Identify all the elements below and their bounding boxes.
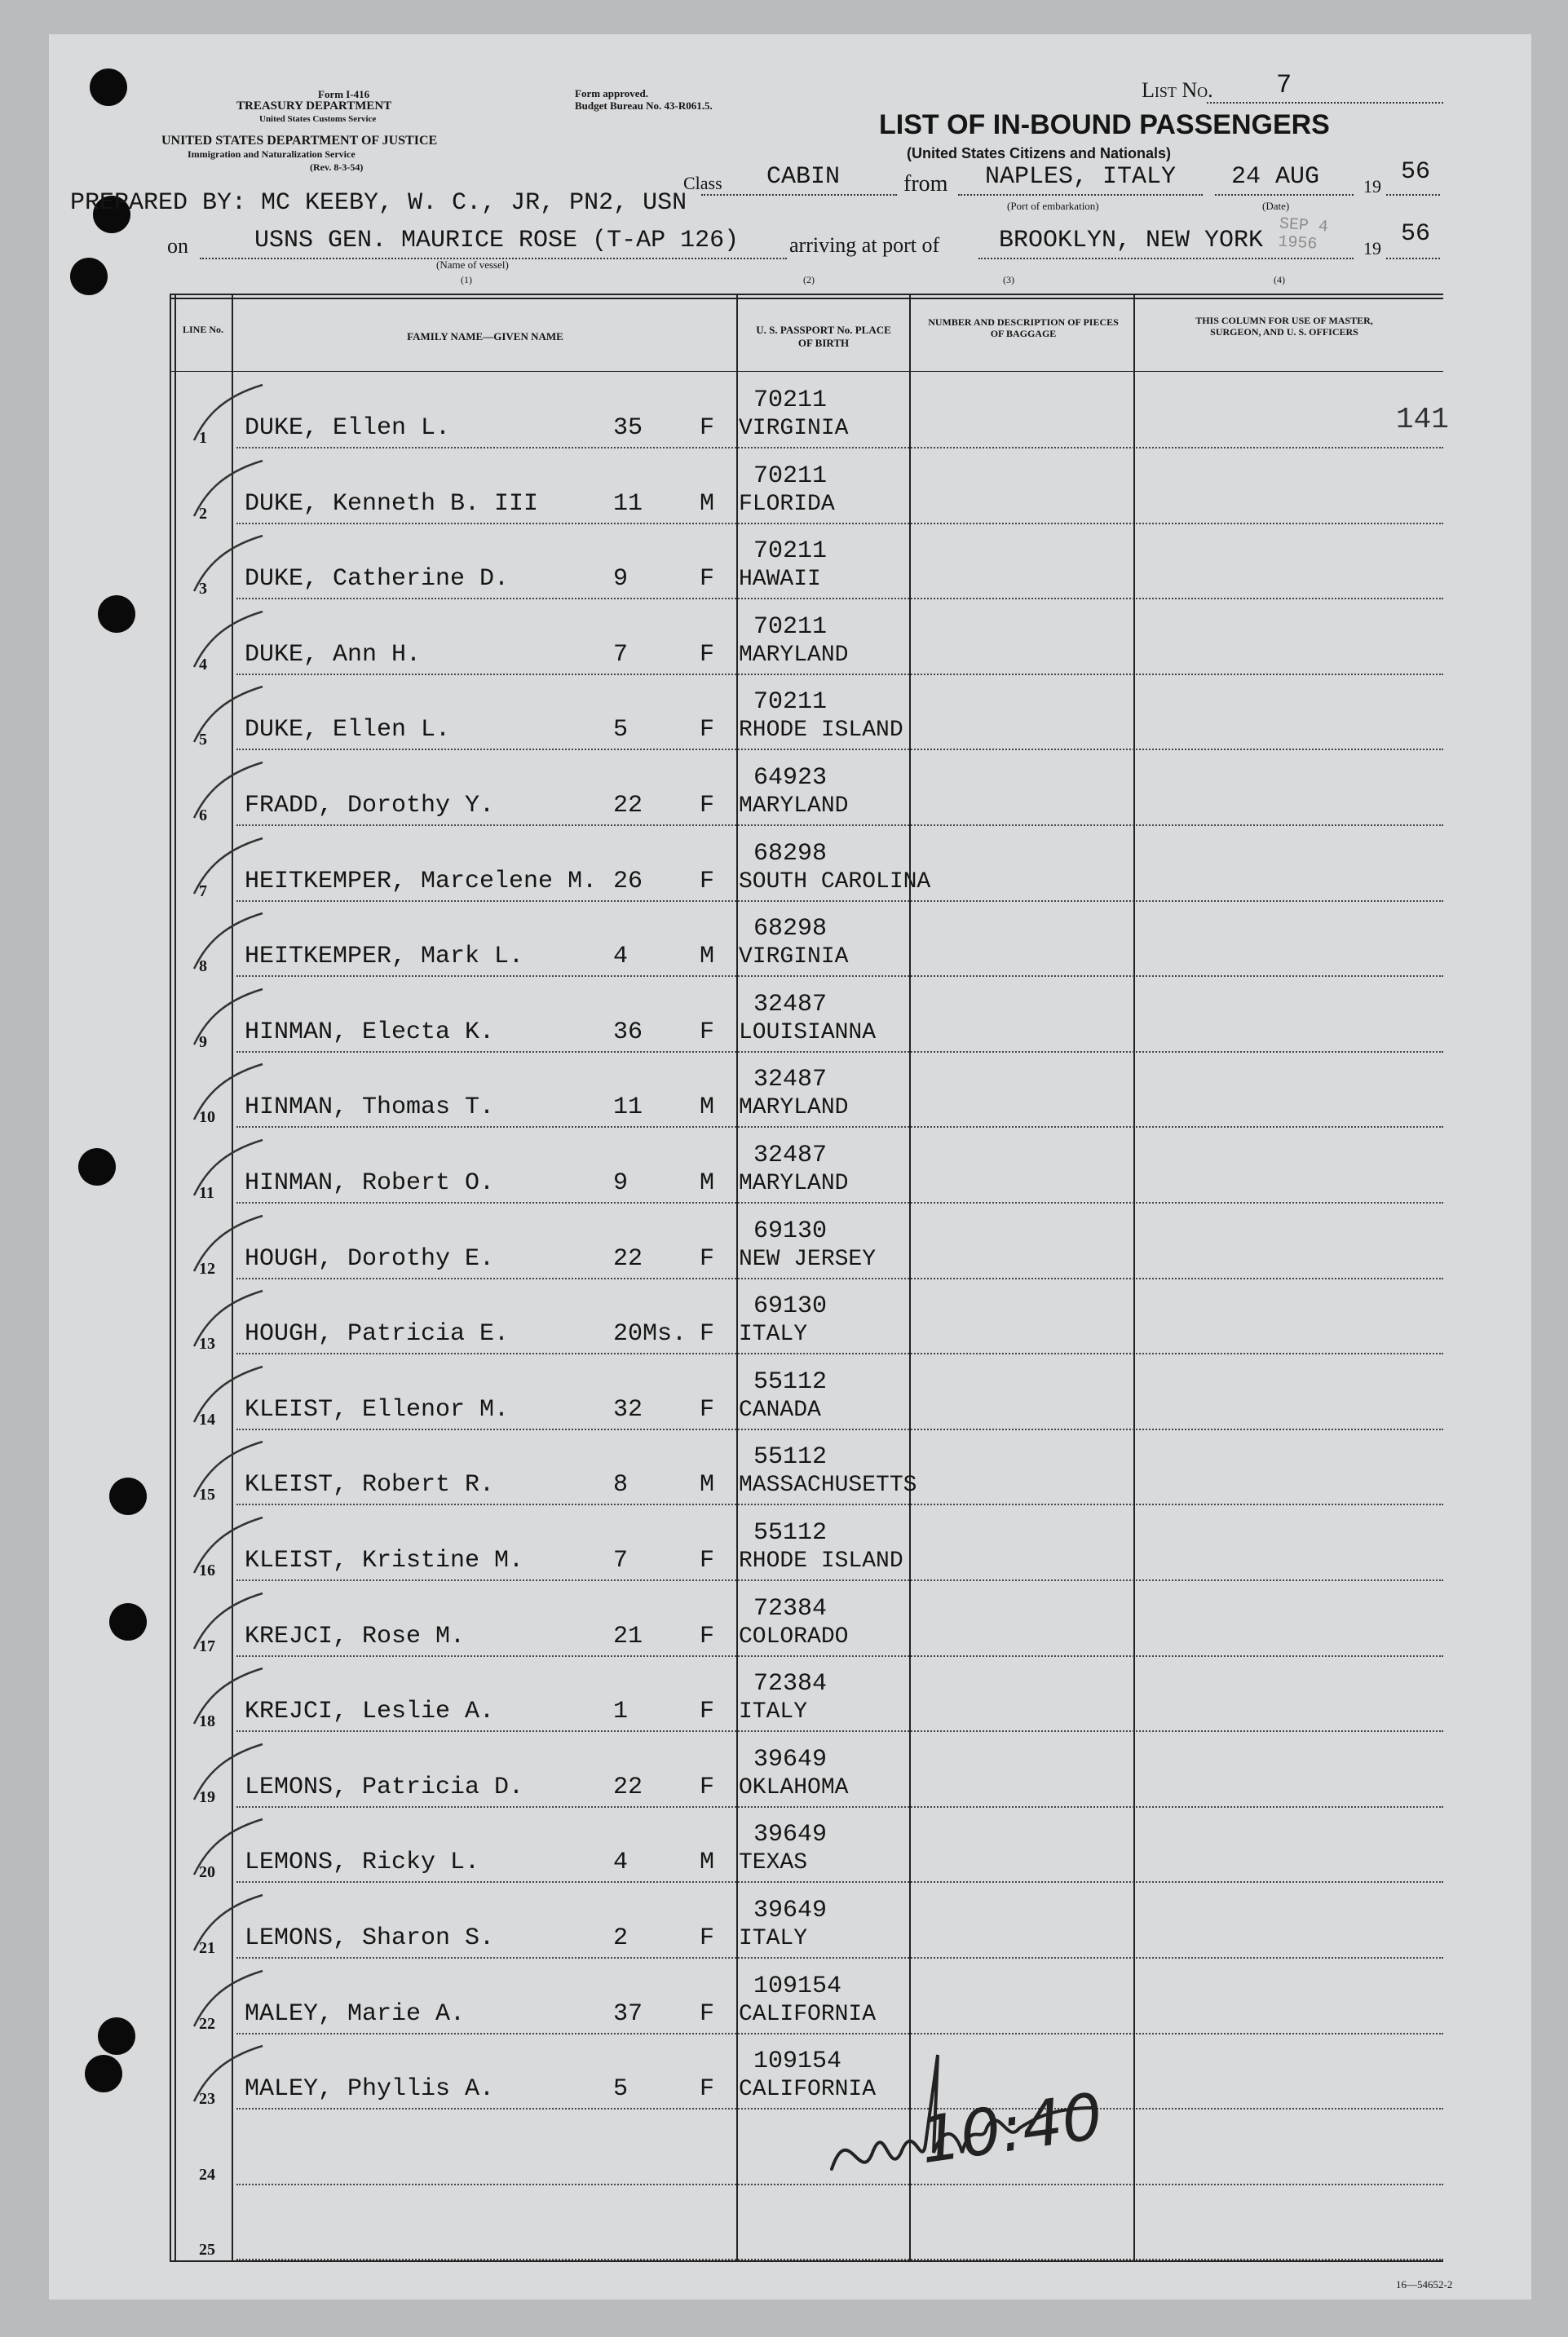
port-caption: (Port of embarkation) (1007, 200, 1099, 212)
list-no-line (1207, 102, 1443, 104)
class-line (701, 194, 897, 196)
place-of-birth: CALIFORNIA (739, 2077, 877, 2103)
passenger-sex: F (700, 565, 715, 594)
list-no-label: List No. (1142, 78, 1213, 102)
line-number: 11 (199, 1184, 214, 1202)
line-number: 2 (199, 504, 207, 523)
arrival-port: BROOKLYN, NEW YORK (999, 227, 1264, 254)
line-number: 12 (199, 1259, 215, 1278)
passenger-age: 2 (613, 1924, 629, 1952)
passenger-name: DUKE, Catherine D. (245, 565, 510, 594)
passport-number: 69130 (753, 1292, 828, 1321)
punch-hole (90, 68, 127, 106)
col-name: FAMILY NAME—GIVEN NAME (407, 330, 563, 342)
col-baggage: NUMBER AND DESCRIPTION OF PIECES OF BAGGAGE (928, 316, 1119, 339)
passenger-age: 26 (613, 867, 643, 895)
table-row (0, 602, 1568, 678)
passenger-age: 36 (613, 1018, 643, 1046)
table-row (0, 979, 1568, 1055)
table-row (0, 2187, 1568, 2263)
place-of-birth: MARYLAND (739, 642, 849, 668)
place-of-birth: VIRGINIA (739, 944, 849, 970)
budget-bureau: Budget Bureau No. 43-R061.5. (575, 99, 713, 112)
table-row (0, 2036, 1568, 2112)
doj: UNITED STATES DEPARTMENT OF JUSTICE (161, 134, 438, 148)
row-rule (236, 975, 1443, 977)
passenger-age: 35 (613, 414, 643, 442)
arriving-label: arriving at port of (789, 233, 940, 257)
passenger-name: KREJCI, Rose M. (245, 1622, 466, 1650)
form-approved: Form approved. (575, 87, 649, 99)
line-number: 16 (199, 1562, 215, 1579)
handwritten-time: 10:40 (915, 2079, 1107, 2179)
table-row (0, 451, 1568, 527)
passenger-name: HINMAN, Electa K. (245, 1018, 495, 1046)
header-bottom (170, 371, 1443, 372)
place-of-birth: MARYLAND (739, 793, 849, 819)
row-rule (236, 1579, 1443, 1581)
line-number: 14 (199, 1410, 215, 1429)
table-row (0, 1054, 1568, 1130)
row-rule (236, 674, 1443, 675)
table-row (0, 1584, 1568, 1659)
passport-number: 39649 (753, 1897, 828, 1924)
line-number: 20 (199, 1863, 215, 1882)
passenger-name: KLEIST, Robert R. (245, 1471, 495, 1500)
passenger-age: 7 (613, 640, 629, 669)
table-row (0, 1961, 1568, 2037)
passenger-name: HOUGH, Dorothy E. (245, 1244, 495, 1273)
passenger-name: MALEY, Marie A. (245, 1999, 466, 2028)
passenger-name: KREJCI, Leslie A. (245, 1698, 495, 1726)
col-marker-1: (1) (461, 274, 472, 285)
row-rule (236, 447, 1443, 448)
table-row (0, 1508, 1568, 1584)
passenger-name: LEMONS, Sharon S. (245, 1924, 495, 1952)
passenger-name: FRADD, Dorothy Y. (245, 792, 495, 819)
passenger-age: 32 (613, 1395, 643, 1424)
treasury-dept: TREASURY DEPARTMENT (236, 99, 392, 113)
passport-number: 64923 (753, 764, 828, 792)
row-rule (236, 1504, 1443, 1505)
place-of-birth: TEXAS (739, 1850, 808, 1876)
row-rule (236, 1353, 1443, 1354)
place-of-birth: ITALY (739, 1926, 808, 1951)
col-officers: THIS COLUMN FOR USE OF MASTER, SURGEON, AND U. S. OFFICERS (1195, 315, 1373, 338)
col-marker-3: (3) (1003, 274, 1014, 285)
passenger-sex: F (700, 1320, 715, 1349)
passenger-age: 8 (613, 1471, 629, 1500)
passenger-name: DUKE, Ann H. (245, 640, 422, 669)
year-line (1386, 194, 1440, 196)
row-rule (236, 1806, 1443, 1808)
line-number: 3 (199, 580, 207, 599)
table-row (0, 1809, 1568, 1885)
row-rule (236, 900, 1443, 902)
passenger-name: MALEY, Phyllis A. (245, 2075, 495, 2104)
place-of-birth: OKLAHOMA (739, 1774, 849, 1800)
passenger-sex: F (700, 640, 715, 669)
row-rule (236, 2259, 1443, 2260)
punch-hole (70, 258, 108, 295)
passenger-age: 4 (613, 943, 629, 971)
passenger-sex: F (700, 1395, 715, 1424)
date-caption: (Date) (1262, 200, 1290, 212)
row-rule (236, 1278, 1443, 1279)
line-number: 17 (199, 1637, 215, 1655)
table-row (0, 1206, 1568, 1282)
line-number: 4 (199, 655, 207, 674)
line-number: 1 (199, 429, 207, 447)
line-number: 25 (199, 2241, 215, 2260)
prepared-by: PREPARED BY: MC KEEBY, W. C., JR, PN2, USN (70, 189, 687, 217)
row-rule (236, 1957, 1443, 1959)
table-top (170, 294, 1443, 295)
row-rule (236, 1429, 1443, 1430)
table-row (0, 828, 1568, 904)
line-number: 7 (199, 881, 207, 900)
col-marker-4: (4) (1274, 274, 1285, 285)
place-of-birth: CALIFORNIA (739, 2001, 877, 2027)
passenger-sex: F (700, 1244, 715, 1273)
passport-number: 70211 (753, 612, 828, 641)
customs-service: United States Customs Service (259, 114, 377, 124)
passport-number: 32487 (753, 1142, 828, 1169)
passenger-name: HEITKEMPER, Mark L. (245, 943, 524, 971)
passenger-name: KLEIST, Ellenor M. (245, 1395, 510, 1424)
line-number: 23 (199, 2090, 215, 2109)
passenger-age: 9 (613, 1169, 629, 1197)
passenger-sex: F (700, 1547, 715, 1575)
passenger-sex: F (700, 792, 715, 819)
table-row (0, 2112, 1568, 2188)
table-row (0, 1659, 1568, 1734)
passenger-age: 4 (613, 1849, 629, 1877)
place-of-birth: RHODE ISLAND (739, 718, 903, 744)
arrival-year-line (1386, 258, 1440, 259)
row-rule (236, 749, 1443, 750)
passenger-age: 20Ms. (613, 1320, 687, 1349)
passenger-age: 11 (613, 1093, 643, 1122)
passenger-sex: M (700, 1849, 715, 1877)
table-row (0, 1130, 1568, 1206)
passenger-name: DUKE, Ellen L. (245, 414, 451, 442)
on-label: on (167, 234, 188, 258)
passenger-age: 37 (613, 1999, 643, 2028)
passenger-sex: F (700, 1018, 715, 1046)
passenger-sex: F (700, 867, 715, 895)
passenger-sex: F (700, 1698, 715, 1726)
row-rule (236, 1881, 1443, 1883)
passenger-age: 7 (613, 1547, 629, 1575)
class-label: Class (683, 173, 722, 193)
passenger-sex: F (700, 1773, 715, 1801)
passenger-age: 22 (613, 1773, 643, 1801)
passenger-age: 22 (613, 1244, 643, 1273)
passenger-name: HINMAN, Thomas T. (245, 1093, 495, 1122)
row-rule (236, 1730, 1443, 1732)
place-of-birth: CANADA (739, 1397, 821, 1423)
passenger-age: 1 (613, 1698, 629, 1726)
place-of-birth: VIRGINIA (739, 416, 849, 441)
line-number: 21 (199, 1939, 215, 1957)
embarkation-year: 56 (1401, 158, 1431, 186)
class-value: CABIN (766, 163, 841, 191)
place-of-birth: SOUTH CAROLINA (739, 868, 931, 895)
place-of-birth: HAWAII (739, 567, 821, 593)
line-number: 15 (199, 1486, 215, 1504)
passport-number: 109154 (753, 1972, 842, 2000)
passenger-name: HEITKEMPER, Marcelene M. (245, 867, 598, 895)
port-of-embarkation: NAPLES, ITALY (985, 163, 1177, 191)
row-rule (236, 523, 1443, 524)
passenger-name: DUKE, Ellen L. (245, 716, 451, 744)
passenger-sex: F (700, 414, 715, 442)
table-top-double (170, 298, 1443, 299)
passenger-name: HINMAN, Robert O. (245, 1169, 495, 1197)
passenger-sex: M (700, 943, 715, 971)
line-number: 6 (199, 806, 207, 824)
table-row (0, 1432, 1568, 1508)
passport-number: 68298 (753, 839, 828, 868)
place-of-birth: NEW JERSEY (739, 1246, 877, 1272)
line-number: 10 (199, 1108, 215, 1127)
col-passport: U. S. PASSPORT No. PLACE OF BIRTH (756, 324, 891, 349)
year-prefix: 19 (1363, 176, 1381, 197)
line-number: 13 (199, 1335, 215, 1354)
passenger-sex: M (700, 1169, 715, 1197)
passport-number: 70211 (753, 537, 828, 566)
col-line-no: LINE No. (182, 324, 223, 335)
passenger-age: 11 (613, 489, 643, 518)
passport-number: 68298 (753, 915, 828, 943)
passenger-name: LEMONS, Ricky L. (245, 1849, 480, 1877)
table-row (0, 1734, 1568, 1810)
port-line (958, 194, 1203, 196)
passenger-age: 21 (613, 1622, 643, 1650)
passport-number: 32487 (753, 1066, 828, 1094)
passenger-age: 9 (613, 565, 629, 594)
place-of-birth: LOUISIANNA (739, 1019, 877, 1045)
passenger-name: HOUGH, Patricia E. (245, 1320, 510, 1349)
place-of-birth: MARYLAND (739, 1171, 849, 1196)
place-of-birth: FLORIDA (739, 491, 835, 517)
passport-number: 55112 (753, 1519, 828, 1547)
row-rule (236, 598, 1443, 599)
row-rule (236, 1051, 1443, 1053)
passport-number: 39649 (753, 1821, 828, 1849)
line-number: 18 (199, 1712, 215, 1731)
officer-annotation: 141 (1396, 403, 1449, 436)
passport-number: 70211 (753, 387, 828, 414)
row-rule (236, 1202, 1443, 1204)
passport-number: 70211 (753, 688, 828, 717)
passenger-sex: F (700, 2075, 715, 2104)
arrival-year: 56 (1401, 220, 1431, 248)
passenger-sex: F (700, 1999, 715, 2028)
passenger-name: KLEIST, Kristine M. (245, 1547, 524, 1575)
passport-number: 55112 (753, 1443, 828, 1472)
passport-number: 109154 (753, 2048, 842, 2076)
row-rule (236, 824, 1443, 826)
passenger-age: 22 (613, 792, 643, 819)
place-of-birth: RHODE ISLAND (739, 1548, 903, 1574)
row-rule (236, 1655, 1443, 1657)
arrival-line (978, 258, 1354, 259)
passenger-sex: M (700, 1471, 715, 1500)
passenger-age: 5 (613, 716, 629, 744)
passport-number: 70211 (753, 462, 828, 490)
vessel-name: USNS GEN. MAURICE ROSE (T-AP 126) (254, 227, 740, 254)
passenger-sex: M (700, 1093, 715, 1122)
vessel-caption: (Name of vessel) (436, 258, 509, 271)
ins: Immigration and Naturalization Service (188, 148, 356, 160)
line-number: 8 (199, 957, 207, 976)
arrival-year-prefix: 19 (1363, 238, 1381, 258)
table-row (0, 903, 1568, 979)
passenger-name: LEMONS, Patricia D. (245, 1773, 524, 1801)
table-row (0, 375, 1568, 451)
form-revision: (Rev. 8-3-54) (310, 161, 364, 173)
passenger-sex: M (700, 489, 715, 518)
place-of-birth: ITALY (739, 1322, 808, 1348)
place-of-birth: ITALY (739, 1699, 808, 1725)
form-number: Form I-416 (318, 88, 370, 100)
table-row (0, 1281, 1568, 1357)
passenger-age: 5 (613, 2075, 629, 2104)
footer-code: 16—54652-2 (1396, 2278, 1453, 2291)
table-row (0, 1357, 1568, 1433)
col-marker-2: (2) (803, 274, 815, 285)
list-no-value: 7 (1276, 70, 1292, 100)
passenger-name: DUKE, Kenneth B. III (245, 489, 539, 518)
table-row (0, 1885, 1568, 1961)
place-of-birth: MARYLAND (739, 1095, 849, 1121)
passport-number: 32487 (753, 990, 828, 1018)
passenger-sex: F (700, 1924, 715, 1952)
table-row (0, 753, 1568, 828)
line-number: 19 (199, 1787, 215, 1806)
table-row (0, 677, 1568, 753)
passenger-sex: F (700, 1622, 715, 1650)
place-of-birth: COLORADO (739, 1624, 849, 1650)
list-title: LIST OF IN-BOUND PASSENGERS (879, 109, 1330, 140)
line-number: 5 (199, 731, 207, 749)
row-rule (236, 1126, 1443, 1128)
passport-number: 39649 (753, 1745, 828, 1774)
passenger-sex: F (700, 716, 715, 744)
arrival-stamp: SEP 4 1956 (1277, 214, 1329, 254)
embarkation-date: 24 AUG (1231, 163, 1320, 191)
line-number: 9 (199, 1032, 207, 1051)
line-number: 22 (199, 2014, 215, 2033)
from-label: from (903, 171, 948, 197)
list-subtitle: (United States Citizens and Nationals) (907, 145, 1172, 161)
passport-number: 69130 (753, 1217, 828, 1245)
date-line (1215, 194, 1354, 196)
passport-number: 72384 (753, 1670, 828, 1699)
passport-number: 55112 (753, 1367, 828, 1396)
place-of-birth: MASSACHUSETTS (739, 1473, 917, 1499)
table-row (0, 526, 1568, 602)
line-number: 24 (199, 2165, 215, 2184)
passport-number: 72384 (753, 1594, 828, 1623)
